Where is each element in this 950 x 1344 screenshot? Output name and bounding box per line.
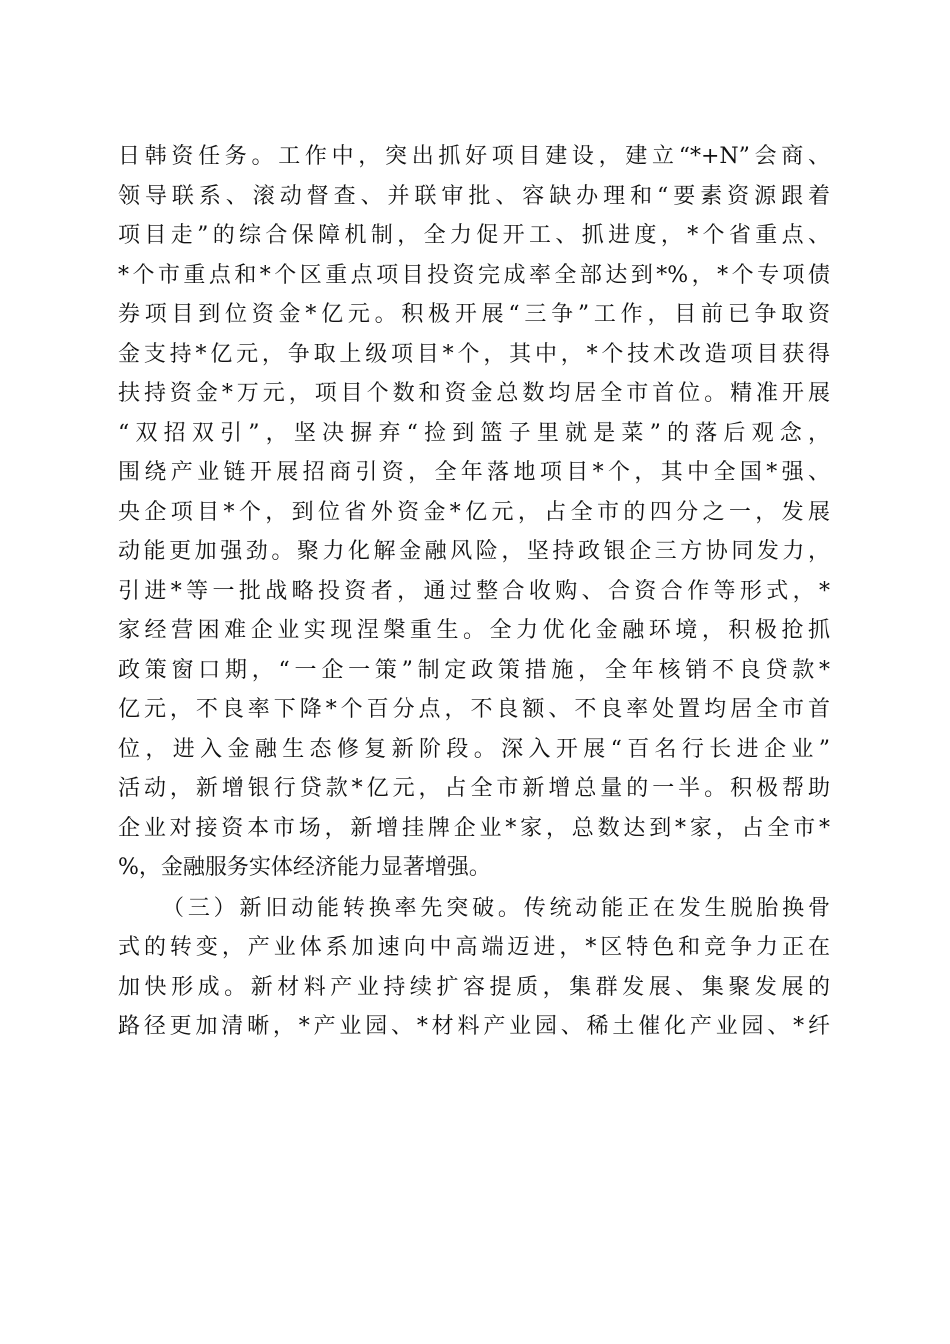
- text-line: *个市重点和*个区重点项目投资完成率全部达到*%，*个专项债: [118, 262, 830, 288]
- text-line: 围绕产业链开展招商引资，全年落地项目*个，其中全国*强、: [118, 460, 830, 485]
- text-line: 活动，新增银行贷款*亿元，占全市新增总量的一半。积极帮助: [118, 776, 830, 801]
- body-text: [118, 137, 830, 1047]
- text-line: 企业对接资本市场，新增挂牌企业*家，总数达到*家，占全市*: [118, 815, 830, 841]
- section-heading-line: [118, 889, 830, 929]
- text-line: 引进*等一批战略投资者，通过整合收购、合资合作等形式，*: [118, 578, 830, 604]
- text-line: 扶持资金*万元，项目个数和资金总数均居全市首位。精准开展: [118, 381, 830, 406]
- text-line: 亿元，不良率下降*个百分点，不良额、不良率处置均居全市首: [118, 697, 830, 722]
- section-heading-continuation: 传统动能正在发生脱胎换骨: [523, 895, 830, 921]
- text-line: 券项目到位资金*亿元。积极开展“三争”工作，目前已争取资: [118, 302, 830, 327]
- text-line: 金支持*亿元，争取上级项目*个，其中，*个技术改造项目获得: [118, 341, 830, 367]
- section-heading: （三）新旧动能转换率先突破。: [162, 895, 524, 921]
- text-line: 加快形成。新材料产业持续扩容提质，集群发展、集聚发展的: [118, 974, 830, 1000]
- text-line: 家经营困难企业实现涅槃重生。全力优化金融环境，积极抢抓: [118, 618, 830, 643]
- text-line: 式的转变，产业体系加速向中高端迈进，*区特色和竞争力正在: [118, 935, 830, 960]
- text-line: 日韩资任务。工作中，突出抓好项目建设，建立“*+N”会商、: [118, 144, 830, 169]
- text-line: 动能更加强劲。聚力化解金融风险，坚持政银企三方协同发力，: [118, 539, 830, 564]
- text-line: 央企项目*个，到位省外资金*亿元，占全市的四分之一，发展: [118, 499, 830, 525]
- text-line: %，金融服务实体经济能力显著增强。: [118, 855, 491, 880]
- text-line: “双招双引”，坚决摒弃“捡到篮子里就是菜”的落后观念，: [118, 420, 830, 446]
- text-line: 位，进入金融生态修复新阶段。深入开展“百名行长进企业”: [118, 736, 830, 762]
- text-line: 政策窗口期，“一企一策”制定政策措施，全年核销不良贷款*: [118, 657, 830, 683]
- text-line: 领导联系、滚动督查、并联审批、容缺办理和“要素资源跟着: [118, 183, 830, 209]
- paragraph-2: [118, 889, 830, 1047]
- text-line: 项目走”的综合保障机制，全力促开工、抓进度，*个省重点、: [118, 223, 830, 248]
- paragraph-1: [118, 137, 830, 888]
- text-line: 路径更加清晰，*产业园、*材料产业园、稀土催化产业园、*纤: [118, 1014, 830, 1039]
